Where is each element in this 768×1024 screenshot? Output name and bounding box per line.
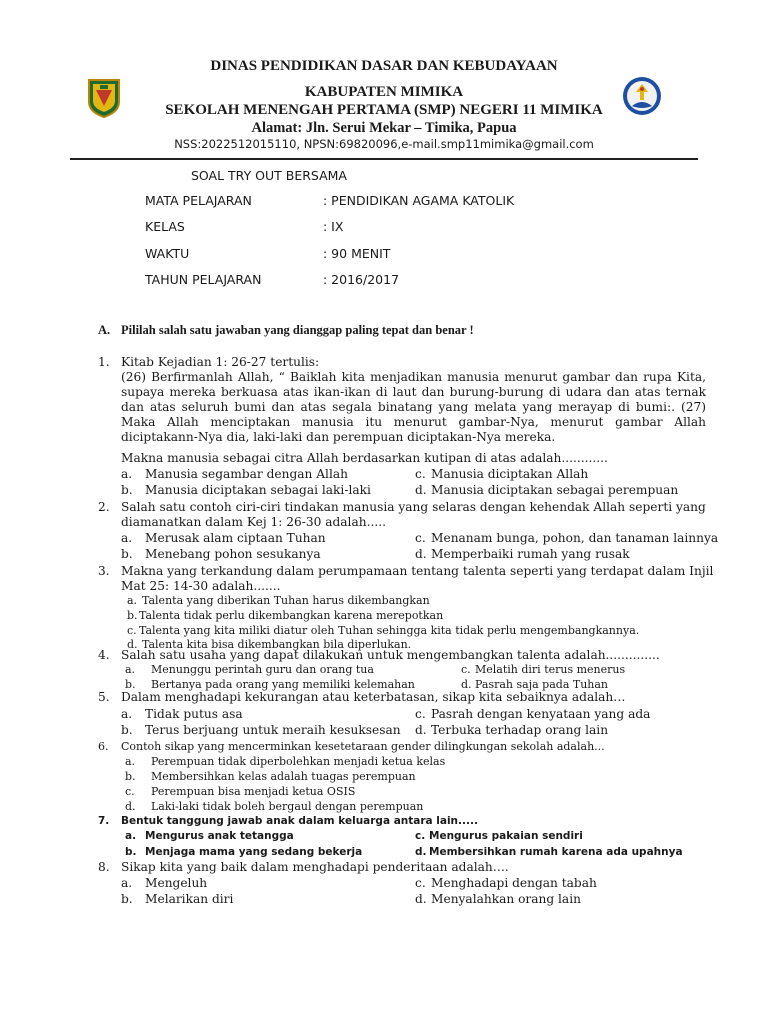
option-label: a. [125,830,137,842]
option-label: d. [415,547,427,561]
option-label: d. [415,723,427,737]
option-text: Menghadapi dengan tabah [431,876,597,890]
option-text: Menyalahkan orang lain [431,892,581,906]
option-label: a. [125,663,136,676]
school-contact: NSS:2022512015110, NPSN:69820096,e-mail.smp11mimika@gmail.com [174,137,594,151]
option-text: Manusia diciptakan Allah [431,467,589,481]
option-text: Manusia diciptakan sebagai laki-laki [145,483,371,497]
option-text: Perempuan bisa menjadi ketua OSIS [151,785,356,798]
question-number: 3. [98,564,110,578]
option-text: Membersihkan rumah karena ada upahnya [429,846,683,858]
option-label: c. [415,531,426,545]
question-3-stem-line1: Makna yang terkandung dalam perumpamaan tentang talenta seperti yang terdapat dalam Injil [121,564,714,578]
option-text: Bertanya pada orang yang memiliki kelemahan [151,678,415,691]
question-1-intro: Kitab Kejadian 1: 26-27 tertulis: [121,355,320,369]
option-text: Pasrah dengan kenyataan yang ada [431,707,651,721]
option-label: a. [121,467,133,481]
option-label: c. [415,707,426,721]
option-label: a. [121,707,133,721]
option-label: b. [125,846,137,858]
option-label: b. [127,609,138,622]
school-address: Alamat: Jln. Serui Mekar – Timika, Papua [251,120,517,136]
option-text: Mengurus pakaian sendiri [429,830,583,842]
section-letter: A. [98,323,111,337]
school-name: SEKOLAH MENENGAH PERTAMA (SMP) NEGERI 11 MIMIKA [165,102,603,118]
option-text: Terus berjuang untuk meraih kesuksesan [145,723,401,737]
option-label: c. [461,663,471,676]
meta-value-time: : 90 MENIT [323,246,391,261]
option-text: Membersihkan kelas adalah tuagas perempuan [151,770,416,783]
option-text: Menebang pohon sesukanya [145,547,321,561]
option-text: Manusia diciptakan sebagai perempuan [431,483,679,497]
meta-label-time: WAKTU [145,246,190,261]
option-label: d. [415,892,427,906]
option-text: Mengurus anak tetangga [145,830,294,842]
option-label: a. [127,594,138,607]
option-text: Tidak putus asa [145,707,243,721]
meta-label-subject: MATA PELAJARAN [145,193,252,208]
option-label: b. [125,770,136,783]
question-2-stem-line1: Salah satu contoh ciri-ciri tindakan manusia yang selaras dengan kehendak Allah seperti yang [121,500,706,514]
option-label: c. [415,876,426,890]
option-text: Talenta yang kita miliki diatur oleh Tuhan sehingga kita tidak perlu mengembangkannya. [139,624,640,637]
option-text: Merusak alam ciptaan Tuhan [145,531,326,545]
option-label: b. [121,723,133,737]
option-label: d. [125,800,136,813]
option-label: a. [121,531,133,545]
option-text: Melarikan diri [145,892,234,906]
option-text: Terbuka terhadap orang lain [431,723,609,737]
meta-label-year: TAHUN PELAJARAN [145,272,262,287]
question-number: 5. [98,690,110,704]
option-text: Menunggu perintah guru dan orang tua [151,663,374,676]
meta-value-year: : 2016/2017 [323,272,400,287]
option-text: Perempuan tidak diperbolehkan menjadi ketua kelas [151,755,446,768]
question-number: 1. [98,355,110,369]
option-label: d. [461,678,472,691]
header-divider [70,158,698,160]
option-label: a. [121,876,133,890]
option-label: c. [125,785,135,798]
option-text: Menanam bunga, pohon, dan tanaman lainnya [431,531,719,545]
section-instruction: Pililah salah satu jawaban yang dianggap paling tepat dan benar ! [121,323,474,337]
question-7-stem: Bentuk tanggung jawab anak dalam keluarga antara lain..... [121,815,478,827]
question-number: 7. [98,815,110,827]
question-1-passage: (26) Berfirmanlah Allah, “ Baiklah kita menjadikan manusia menurut gambar dan rupa Kita, supaya mereka berkuasa atas ikan-ikan di laut dan burung-burung di udara dan atas ternak dan atas seluruh bumi dan atas segala binatang yang melata yang merayap di bumi:. (27) Maka Allah menciptakan manusia itu menurut gambar-Nya, menurut gambar Allah diciptakann-Nya dia, laki-laki dan perempuan diciptakan-Nya mereka. [121,370,706,444]
option-text: Melatih diri terus menerus [475,663,626,676]
option-text: Talenta yang diberikan Tuhan harus dikembangkan [142,594,430,607]
agency-name: DINAS PENDIDIKAN DASAR DAN KEBUDAYAAN [210,58,558,74]
meta-label-class: KELAS [145,219,185,234]
question-2-stem-line2: diamanatkan dalam Kej 1: 26-30 adalah..... [121,515,386,529]
option-label: d. [415,483,427,497]
question-4-stem: Salah satu usaha yang dapat dilakukan untuk mengembangkan talenta adalah.............. [121,648,660,662]
option-label: b. [121,483,133,497]
question-number: 6. [98,740,109,753]
option-text: Pasrah saja pada Tuhan [475,678,609,691]
option-text: Mengeluh [145,876,208,890]
question-6-stem: Contoh sikap yang mencerminkan kesetetaraan gender dilingkungan sekolah adalah... [121,740,605,753]
option-label: b. [121,892,133,906]
question-1-stem: Makna manusia sebagai citra Allah berdasarkan kutipan di atas adalah............ [121,451,608,465]
option-text: Talenta tidak perlu dikembangkan karena merepotkan [139,609,444,622]
option-label: c. [127,624,137,637]
option-label: c. [415,830,426,842]
option-text: Memperbaiki rumah yang rusak [431,547,630,561]
meta-value-subject: : PENDIDIKAN AGAMA KATOLIK [323,193,515,208]
question-5-stem: Dalam menghadapi kekurangan atau keterbatasan, sikap kita sebaiknya adalah… [121,690,626,704]
question-number: 4. [98,648,110,662]
question-number: 2. [98,500,110,514]
meta-value-class: : IX [323,219,344,234]
question-8-stem: Sikap kita yang baik dalam menghadapi penderitaan adalah…. [121,860,509,874]
option-label: b. [121,547,133,561]
option-label: d. [415,846,427,858]
option-label: c. [415,467,426,481]
option-label: a. [125,755,136,768]
option-label: d. [127,638,138,651]
option-text: Menjaga mama yang sedang bekerja [145,846,363,858]
option-text: Laki-laki tidak boleh bergaul dengan perempuan [151,800,424,813]
option-text: Manusia segambar dengan Allah [145,467,348,481]
option-label: b. [125,678,136,691]
question-number: 8. [98,860,110,874]
regency-name: KABUPATEN MIMIKA [304,84,464,100]
exam-title: SOAL TRY OUT BERSAMA [191,168,347,183]
question-3-stem-line2: Mat 25: 14-30 adalah....... [121,579,281,593]
option-text: Talenta kita bisa dikembangkan bila diperlukan. [142,638,412,651]
